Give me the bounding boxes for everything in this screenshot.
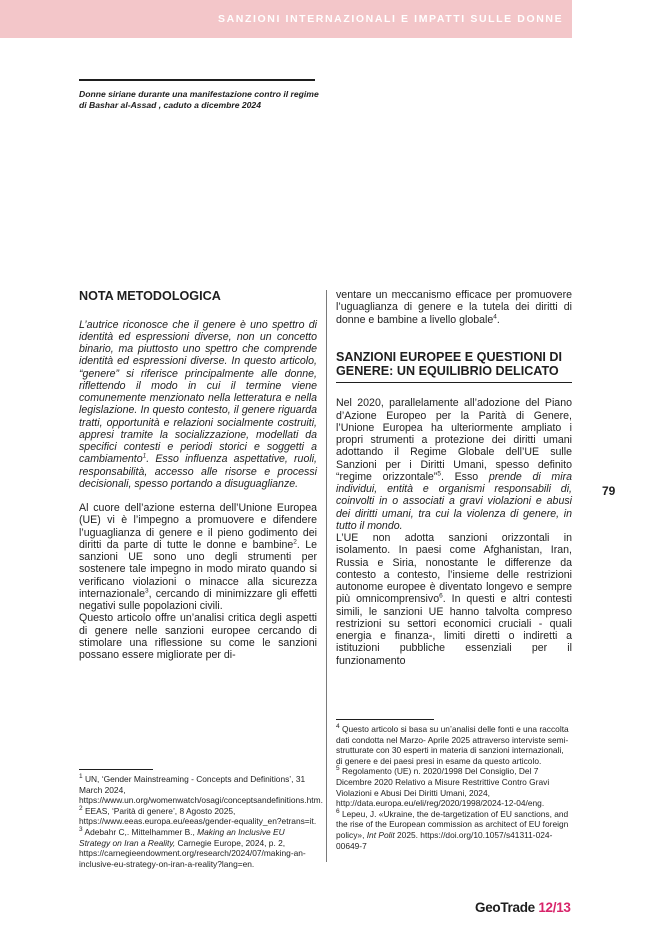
footnote-ref-6[interactable]: 6 [439,592,443,600]
body-paragraph: L’UE non adotta sanzioni orizzontali in isolamento. In paesi come Afghanistan, Iran, Russia e Siria, nonostante le differenze da contesto a contesto, l’insieme delle restrizioni autonome europee è diventato longevo e sempre più omnicomprensivo$^6$. In questi e altri contesti simili, le sanzioni UE hanno talvolta compreso restrizioni su settori economici cruciali - quali energia e finanza-, limiti diretti o indiretti a istituzioni pubbliche essenziali per il funzionamento [336,532,572,667]
caption-rule [79,79,315,81]
photo-caption: Donne siriane durante una manifestazione contro il regime di Bashar al-Assad , caduto a dicembre 2024 [79,89,319,110]
footnote-3: $^3$ Adebahr C,. Mittelhammer B., Making an Inclusive EU Strategy on Iran a Reality, Carnegie Europe, 2024, p. 2, https://carnegieendowment.org/research/2024/07/making-an-inclusive-eu-strategy-on-iran-a-reality?lang=en. [79,826,306,869]
footer-brand [475,900,571,915]
footnote-ref-2[interactable]: 2 [293,538,297,546]
footnote-1: $^1$ UN, ‘Gender Mainstreaming - Concepts and Definitions’, 31 March 2024, https://www.un.org/womenwatch/osagi/conceptsandefinitions.htm. [79,773,323,806]
footnote-rule [336,719,434,720]
footnote-ref-1[interactable]: 1 [142,452,147,460]
body-paragraph: Nel 2020, parallelamente all’adozione del Piano d’Azione Europeo per la Parità di Genere, l’Unione Europea ha ulteriormente ampliato i propri strumenti a protezione dei diritti umani adottando il Regime Globale dell’UE sulle Sanzioni per i Diritti Umani, spesso definito “regime orizzontale”$^5$. Esso prende di mira individui, entità e organismi responsabili di, coinvolti in o associati a gravi violazioni e abusi dei diritti umani, tra cui la violenza di genere, in tutto il mondo. [336,397,572,532]
body-paragraph: Al cuore dell’azione esterna dell’Unione Europea (UE) vi è l’impegno a promuovere e difendere l’uguaglianza di genere e il pieno godimento dei diritti da parte di tutte le donne e bambine$^2$. Le sanzioni UE sono uno degli strumenti per sostenere tale impegno in modo mirato quando si verificano violazioni o minacce alla sicurezza internazionale$^3$, cercando di minimizzare gli effetti negativi sulle popolazioni civili. [79,502,318,612]
section-heading-sanctions: SANZIONI EUROPEE E QUESTIONI DI GENERE: UN EQUILIBRIO DELICATO [336,349,563,379]
page-number: 79 [602,484,616,498]
section-heading-block [336,350,572,384]
heading-rule [336,382,572,384]
body-paragraph: Questo articolo offre un’analisi critica degli aspetti di genere nelle sanzioni europee cercando di stimolare una riflessione su come le sanzioni possano essere migliorate per di- [79,612,317,661]
brand-name: GeoTrade [475,900,535,915]
footnote-2: $^2$ EEAS, ‘Parità di genere’, 8 Agosto 2025, https://www.eeas.europa.eu/eeas/gender-equality_en?etrans=it. [79,804,317,827]
footnote-5: $^5$ Regolamento (UE) n. 2020/1998 Del Consiglio, Del 7 Dicembre 2020 Relativo a Misure Restrittive Contro Gravi Violazioni e Abusi Dei Diritti Umani, 2024, http://data.europa.eu/eli/reg/2020/1998/2024-12-04/eng. [336,765,550,809]
methodology-paragraph: L’autrice riconosce che il genere è uno spettro di identità ed espressioni diverse, non un concetto binario, ma piuttosto uno spettro che comprende identità ed espressioni diverse. In questo articolo, “genere” si riferisce principalmente alle donne, riflettendo il modo in cui il termine viene comunemente menzionato nella letteratura e nella legislazione. In questo contesto, il genere riguarda tratti, opportunità e relazioni socialmente costruiti, appresi tramite la socializzazione, modellati da specifici contesti e periodi storici e soggetti a cambiamento$^1$. Esso influenza aspettative, ruoli, responsabilità, accesso alle risorse e processi decisionali, spesso portando a disuguaglianze. [79,318,317,490]
footnote-ref-4[interactable]: 4 [493,312,497,320]
footnote-ref-3[interactable]: 3 [144,587,149,595]
running-header: SANZIONI INTERNAZIONALI E IMPATTI SULLE DONNE [218,13,564,25]
footnotes-right [336,724,572,851]
footnote-4: $^4$ Questo articolo si basa su un’analisi delle fonti e una raccolta dati condotta nel Marzo- Aprile 2025 attraverso interviste semi-strutturate con 30 esperti in materia di sanzioni internazionali, di genere e dei paesi presi in esame da questo articolo. [336,723,569,766]
left-column [79,289,317,661]
footnotes-left [79,773,323,869]
issue-number: 12/13 [538,900,571,915]
section-heading-methodology: NOTA METODOLOGICA [79,289,221,303]
body-paragraph: ventare un meccanismo efficace per promuovere l’uguaglianza di genere e la tutela dei diritti di donne e bambine a livello globale$^4$. [336,289,572,326]
footnote-6: $^6$ Lepeu, J. «Ukraine, the de-targetization of EU sanctions, and the rise of the European commission as architect of EU foreign policy», Int Polit 2025. https://doi.org/10.1057/s41311-024-00649-7 [336,807,569,851]
footnote-rule [79,769,153,770]
right-column [336,289,572,667]
footnote-ref-5[interactable]: 5 [437,470,441,478]
column-divider [326,290,327,862]
